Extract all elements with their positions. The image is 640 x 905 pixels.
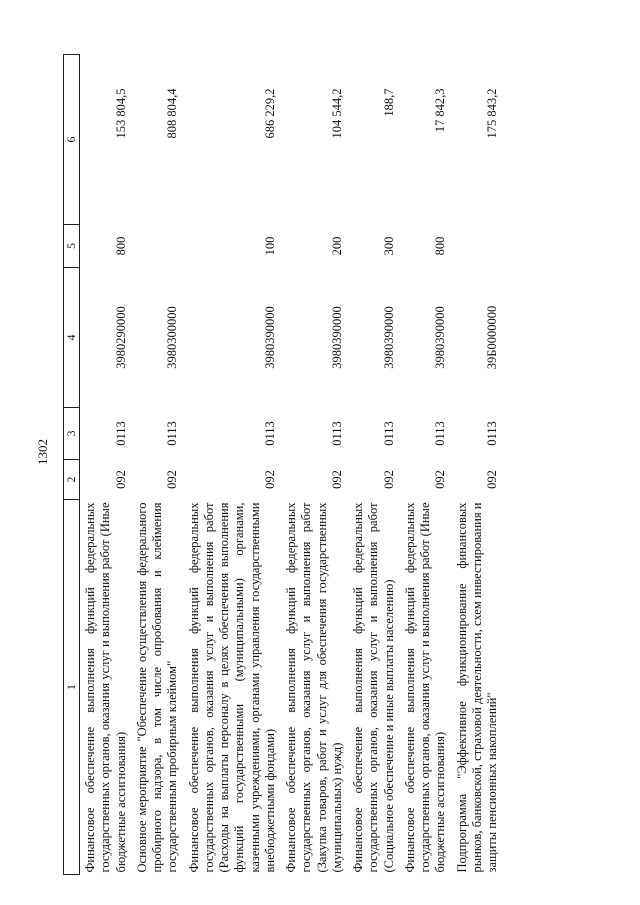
row-ministry-code: 092 (262, 470, 277, 489)
row-name: Финансовое обеспечение выполнения функций федеральных государственных органов, оказания услуг и выполнения работ (Иные бюджетные ассигнования) (83, 502, 128, 873)
row-expense-type (452, 225, 504, 268)
row-target-article: 3980390000 (262, 306, 277, 369)
header-col-4: 4 (64, 268, 80, 408)
row-amount: 175 843,2 (485, 88, 499, 139)
table-row (400, 55, 452, 875)
row-name: Финансовое обеспечение выполнения функций федеральных государственных органов, оказания услуг и выполнения работ (Социальное обеспечение и иные выплаты населению) (351, 502, 396, 873)
row-expense-type: 800 (433, 236, 448, 256)
row-amount: 17 842,3 (433, 88, 448, 133)
row-ministry-code: 092 (113, 470, 128, 489)
header-col-3: 3 (64, 408, 80, 460)
row-target-article: 3980300000 (165, 306, 180, 369)
table-header-row (64, 55, 80, 875)
row-amount: 808 804,4 (165, 88, 180, 139)
row-section-code: 0113 (329, 421, 344, 446)
row-target-article: 3980390000 (433, 306, 448, 369)
row-expense-type: 100 (262, 236, 277, 256)
row-section-code: 0113 (381, 421, 396, 446)
row-target-article: 3980390000 (381, 306, 396, 369)
row-ministry-code: 092 (329, 470, 344, 489)
row-target-article: 39Б0000000 (485, 305, 499, 370)
row-target-article: 3980290000 (113, 306, 128, 369)
row-section-code: 0113 (433, 421, 448, 446)
row-expense-type (132, 225, 184, 268)
rotated-page-content (63, 55, 577, 875)
row-expense-type: 800 (113, 236, 128, 256)
row-name: Финансовое обеспечение выполнения функций федеральных государственных органов, оказания услуг и выполнения работ (Иные бюджетные ассигнования) (402, 502, 448, 873)
budget-table (63, 54, 503, 875)
row-ministry-code: 092 (433, 470, 448, 489)
header-col-1: 1 (64, 500, 80, 875)
table-row (132, 55, 184, 875)
header-col-6: 6 (64, 55, 80, 225)
row-expense-type: 300 (381, 236, 396, 256)
page-number: 1302 (35, 439, 50, 465)
table-row (80, 55, 132, 875)
row-section-code: 0113 (113, 421, 128, 446)
row-ministry-code: 092 (485, 470, 499, 489)
row-target-article: 3980390000 (329, 306, 344, 369)
row-ministry-code: 092 (381, 470, 396, 489)
table-row (348, 55, 400, 875)
table-row (281, 55, 348, 875)
row-name: Финансовое обеспечение выполнения функций федеральных государственных органов, оказания услуг и выполнения работ (Закупка товаров, работ и услуг для обеспечения государственных (муниципальных) нужд) (284, 502, 344, 873)
table-row (184, 55, 282, 875)
header-col-2: 2 (64, 460, 80, 500)
row-section-code: 0113 (485, 421, 499, 446)
row-name: Подпрограмма "Эффективное функционирование финансовых рынков, банковской, страховой деятельности, схем инвестирования и защиты пенсионных накоплений" (454, 502, 499, 873)
row-amount: 188,7 (381, 88, 396, 117)
row-section-code: 0113 (165, 421, 180, 446)
header-col-5: 5 (64, 225, 80, 268)
row-expense-type: 200 (329, 236, 344, 256)
row-name: Основное мероприятие "Обеспечение осуществления федерального пробирного надзора, в том числе опробования и клеймения государственным пробирным клеймом" (134, 502, 180, 873)
row-section-code: 0113 (262, 421, 277, 446)
table-row (452, 55, 504, 875)
row-amount: 153 804,5 (113, 88, 128, 139)
row-amount: 104 544,2 (329, 88, 344, 139)
row-amount: 686 229,2 (262, 88, 277, 139)
row-name: Финансовое обеспечение выполнения функций федеральных государственных органов, оказания услуг и выполнения работ (Расходы на выплаты персоналу в целях обеспечения выполнения функций государственными (муниципальными) органами, казенными учреждениями, органами управления государственными внебюджетными фондами) (186, 502, 277, 873)
row-ministry-code: 092 (165, 470, 180, 489)
